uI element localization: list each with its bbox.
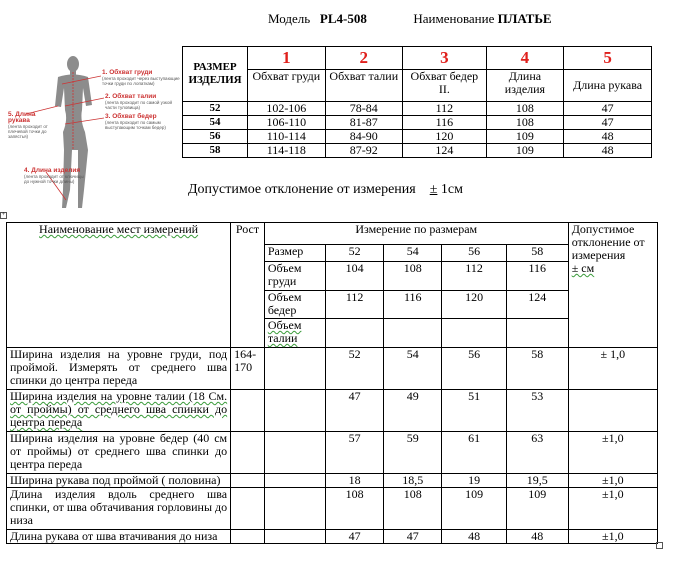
head-place: Наименование мест измерений <box>7 223 231 348</box>
sub-cell: 116 <box>506 262 568 291</box>
size-cell: 78-84 <box>325 102 402 116</box>
measure-cell: 47 <box>384 530 442 544</box>
measure-cell: 58 <box>506 348 568 390</box>
sub-cell: 54 <box>384 245 442 262</box>
sub-cell: 108 <box>384 262 442 291</box>
table-move-handle-icon[interactable]: + <box>1 212 6 218</box>
measure-row <box>7 488 658 530</box>
measure-name: Ширина изделия на уровне бедер (40 см от проймы) от среднего шва спинки до центра переда <box>7 432 231 474</box>
size-cell: 47 <box>564 116 652 130</box>
main-head-row <box>7 223 658 245</box>
measure-cell: 18 <box>326 474 384 488</box>
measure-row <box>7 432 658 474</box>
sub-cell: 112 <box>326 291 384 319</box>
sub-cell: 116 <box>384 291 442 319</box>
measure-cell: 108 <box>326 488 384 530</box>
size-value: 58 <box>183 144 248 158</box>
size-cell: 120 <box>403 130 487 144</box>
measure-cell: 52 <box>326 348 384 390</box>
measure-height <box>231 530 265 544</box>
sub-cell: 124 <box>506 291 568 319</box>
measure-cell: 47 <box>326 530 384 544</box>
size-table <box>182 46 652 158</box>
tolerance-pm: ± <box>429 182 438 197</box>
measure-row <box>7 390 658 432</box>
col-number: 4 <box>486 47 563 70</box>
size-cell: 81-87 <box>325 116 402 130</box>
measure-tolerance: ±1,0 <box>568 530 657 544</box>
size-cell: 109 <box>486 144 563 158</box>
measure-cell: 109 <box>506 488 568 530</box>
measure-tolerance: ±1,0 <box>568 474 657 488</box>
sub-label: Размер <box>264 245 325 262</box>
measure-cell: 49 <box>384 390 442 432</box>
col-number: 1 <box>248 47 325 70</box>
size-cell: 84-90 <box>325 130 402 144</box>
measure-cell: 48 <box>506 530 568 544</box>
sub-cell: 58 <box>506 245 568 262</box>
measure-name: Ширина изделия на уровне талии (18 См. от проймы) от среднего шва спинки до центра переда <box>7 390 231 432</box>
tolerance-line <box>188 182 463 198</box>
measure-cell: 48 <box>442 530 506 544</box>
size-table-number-row <box>183 47 652 70</box>
note-chest: 1. Обхват груди (лента проходит через выступающие точки груди по лопаткам) <box>102 69 180 86</box>
col-label: Длина рукава <box>564 70 652 102</box>
sub-cell <box>326 319 384 348</box>
sub-cell: 120 <box>442 291 506 319</box>
measure-row <box>7 474 658 488</box>
table-resize-handle-icon[interactable] <box>656 542 663 549</box>
sub-cell: 104 <box>326 262 384 291</box>
note-waist: 2. Обхват талии (лента проходит по самой узкой части туловища) <box>105 93 172 110</box>
note-length: 4. Длина изделия (лента проходит от ключицы до нужной точки длины) <box>24 167 84 184</box>
tolerance-value: 1см <box>440 182 463 197</box>
size-value: 54 <box>183 116 248 130</box>
sub-cell <box>506 319 568 348</box>
col-label: Обхват груди <box>248 70 325 102</box>
measure-cell: 19 <box>442 474 506 488</box>
tolerance-text: Допустимое отклонение от измерения <box>188 182 416 197</box>
sub-label: Объем талии <box>264 319 325 348</box>
body-measurement-figure <box>6 50 181 220</box>
size-table-label-row <box>183 70 652 102</box>
measure-cell: 61 <box>442 432 506 474</box>
note-hips: 3. Обхват бедер (лента проходит по самым выступающим точкам бедер) <box>105 113 166 130</box>
size-cell: 109 <box>486 130 563 144</box>
measure-cell: 54 <box>384 348 442 390</box>
size-cell: 102-106 <box>248 102 325 116</box>
size-cell: 48 <box>564 130 652 144</box>
size-cell: 87-92 <box>325 144 402 158</box>
size-cell: 116 <box>403 116 487 130</box>
size-row <box>183 144 652 158</box>
size-row <box>183 130 652 144</box>
sub-cell: 52 <box>326 245 384 262</box>
measure-tolerance: ±1,0 <box>568 488 657 530</box>
name-label: Наименование <box>413 11 495 26</box>
measure-tolerance: ± 1,0 <box>568 348 657 390</box>
measure-tolerance <box>568 390 657 432</box>
measure-cell: 108 <box>384 488 442 530</box>
size-cell: 114-118 <box>248 144 325 158</box>
col-label: Длина изделия <box>486 70 563 102</box>
size-cell: 47 <box>564 102 652 116</box>
measure-tolerance: ±1,0 <box>568 432 657 474</box>
col-label: Обхват бедер II. <box>403 70 487 102</box>
measure-name: Длина изделия вдоль среднего шва спинки, от шва обтачивания горловины до низа <box>7 488 231 530</box>
head-measurement: Измерение по размерам <box>264 223 568 245</box>
measure-height <box>231 432 265 474</box>
sub-label: Объем бедер <box>264 291 325 319</box>
measurement-table <box>6 222 658 544</box>
size-row <box>183 116 652 130</box>
measure-name: Длина рукава от шва втачивания до низа <box>7 530 231 544</box>
document-header <box>268 11 552 27</box>
sub-cell: 112 <box>442 262 506 291</box>
measure-cell: 56 <box>442 348 506 390</box>
size-cell: 108 <box>486 102 563 116</box>
sub-label: Объем груди <box>264 262 325 291</box>
measure-row <box>7 348 658 390</box>
measure-row <box>7 530 658 544</box>
col-number: 5 <box>564 47 652 70</box>
size-cell: 48 <box>564 144 652 158</box>
measure-cell: 57 <box>326 432 384 474</box>
measure-name: Ширина рукава под проймой ( половина) <box>7 474 231 488</box>
measure-height <box>231 390 265 432</box>
sub-cell <box>384 319 442 348</box>
name-value: ПЛАТЬЕ <box>497 11 552 26</box>
size-cell: 106-110 <box>248 116 325 130</box>
size-cell: 108 <box>486 116 563 130</box>
size-cell: 124 <box>403 144 487 158</box>
measure-name: Ширина изделия на уровне груди, под проймой. Измерять от среднего шва спинки до центра переда <box>7 348 231 390</box>
size-cell: 110-114 <box>248 130 325 144</box>
size-row <box>183 102 652 116</box>
sub-cell: 56 <box>442 245 506 262</box>
measure-cell: 63 <box>506 432 568 474</box>
col-number: 2 <box>325 47 402 70</box>
measure-cell: 109 <box>442 488 506 530</box>
measure-cell: 18,5 <box>384 474 442 488</box>
measure-cell: 19,5 <box>506 474 568 488</box>
size-cell: 112 <box>403 102 487 116</box>
size-value: 56 <box>183 130 248 144</box>
head-height: Рост <box>231 223 265 348</box>
measure-height: 164-170 <box>231 348 265 390</box>
model-value: PL4-508 <box>319 11 367 26</box>
measure-cell: 51 <box>442 390 506 432</box>
measure-height <box>231 474 265 488</box>
head-tolerance: Допустимое отклонение от измерения ± см <box>568 223 657 348</box>
measure-height <box>231 488 265 530</box>
note-sleeve: 5. Длина рукава (лента проходит от плечевой точки до запястья) <box>8 111 48 139</box>
size-corner-label: РАЗМЕР ИЗДЕЛИЯ <box>183 47 248 102</box>
sub-cell <box>442 319 506 348</box>
measure-cell: 47 <box>326 390 384 432</box>
col-label: Обхват талии <box>325 70 402 102</box>
measure-cell: 59 <box>384 432 442 474</box>
col-number: 3 <box>403 47 487 70</box>
measure-cell: 53 <box>506 390 568 432</box>
model-label: Модель <box>268 11 311 26</box>
size-value: 52 <box>183 102 248 116</box>
